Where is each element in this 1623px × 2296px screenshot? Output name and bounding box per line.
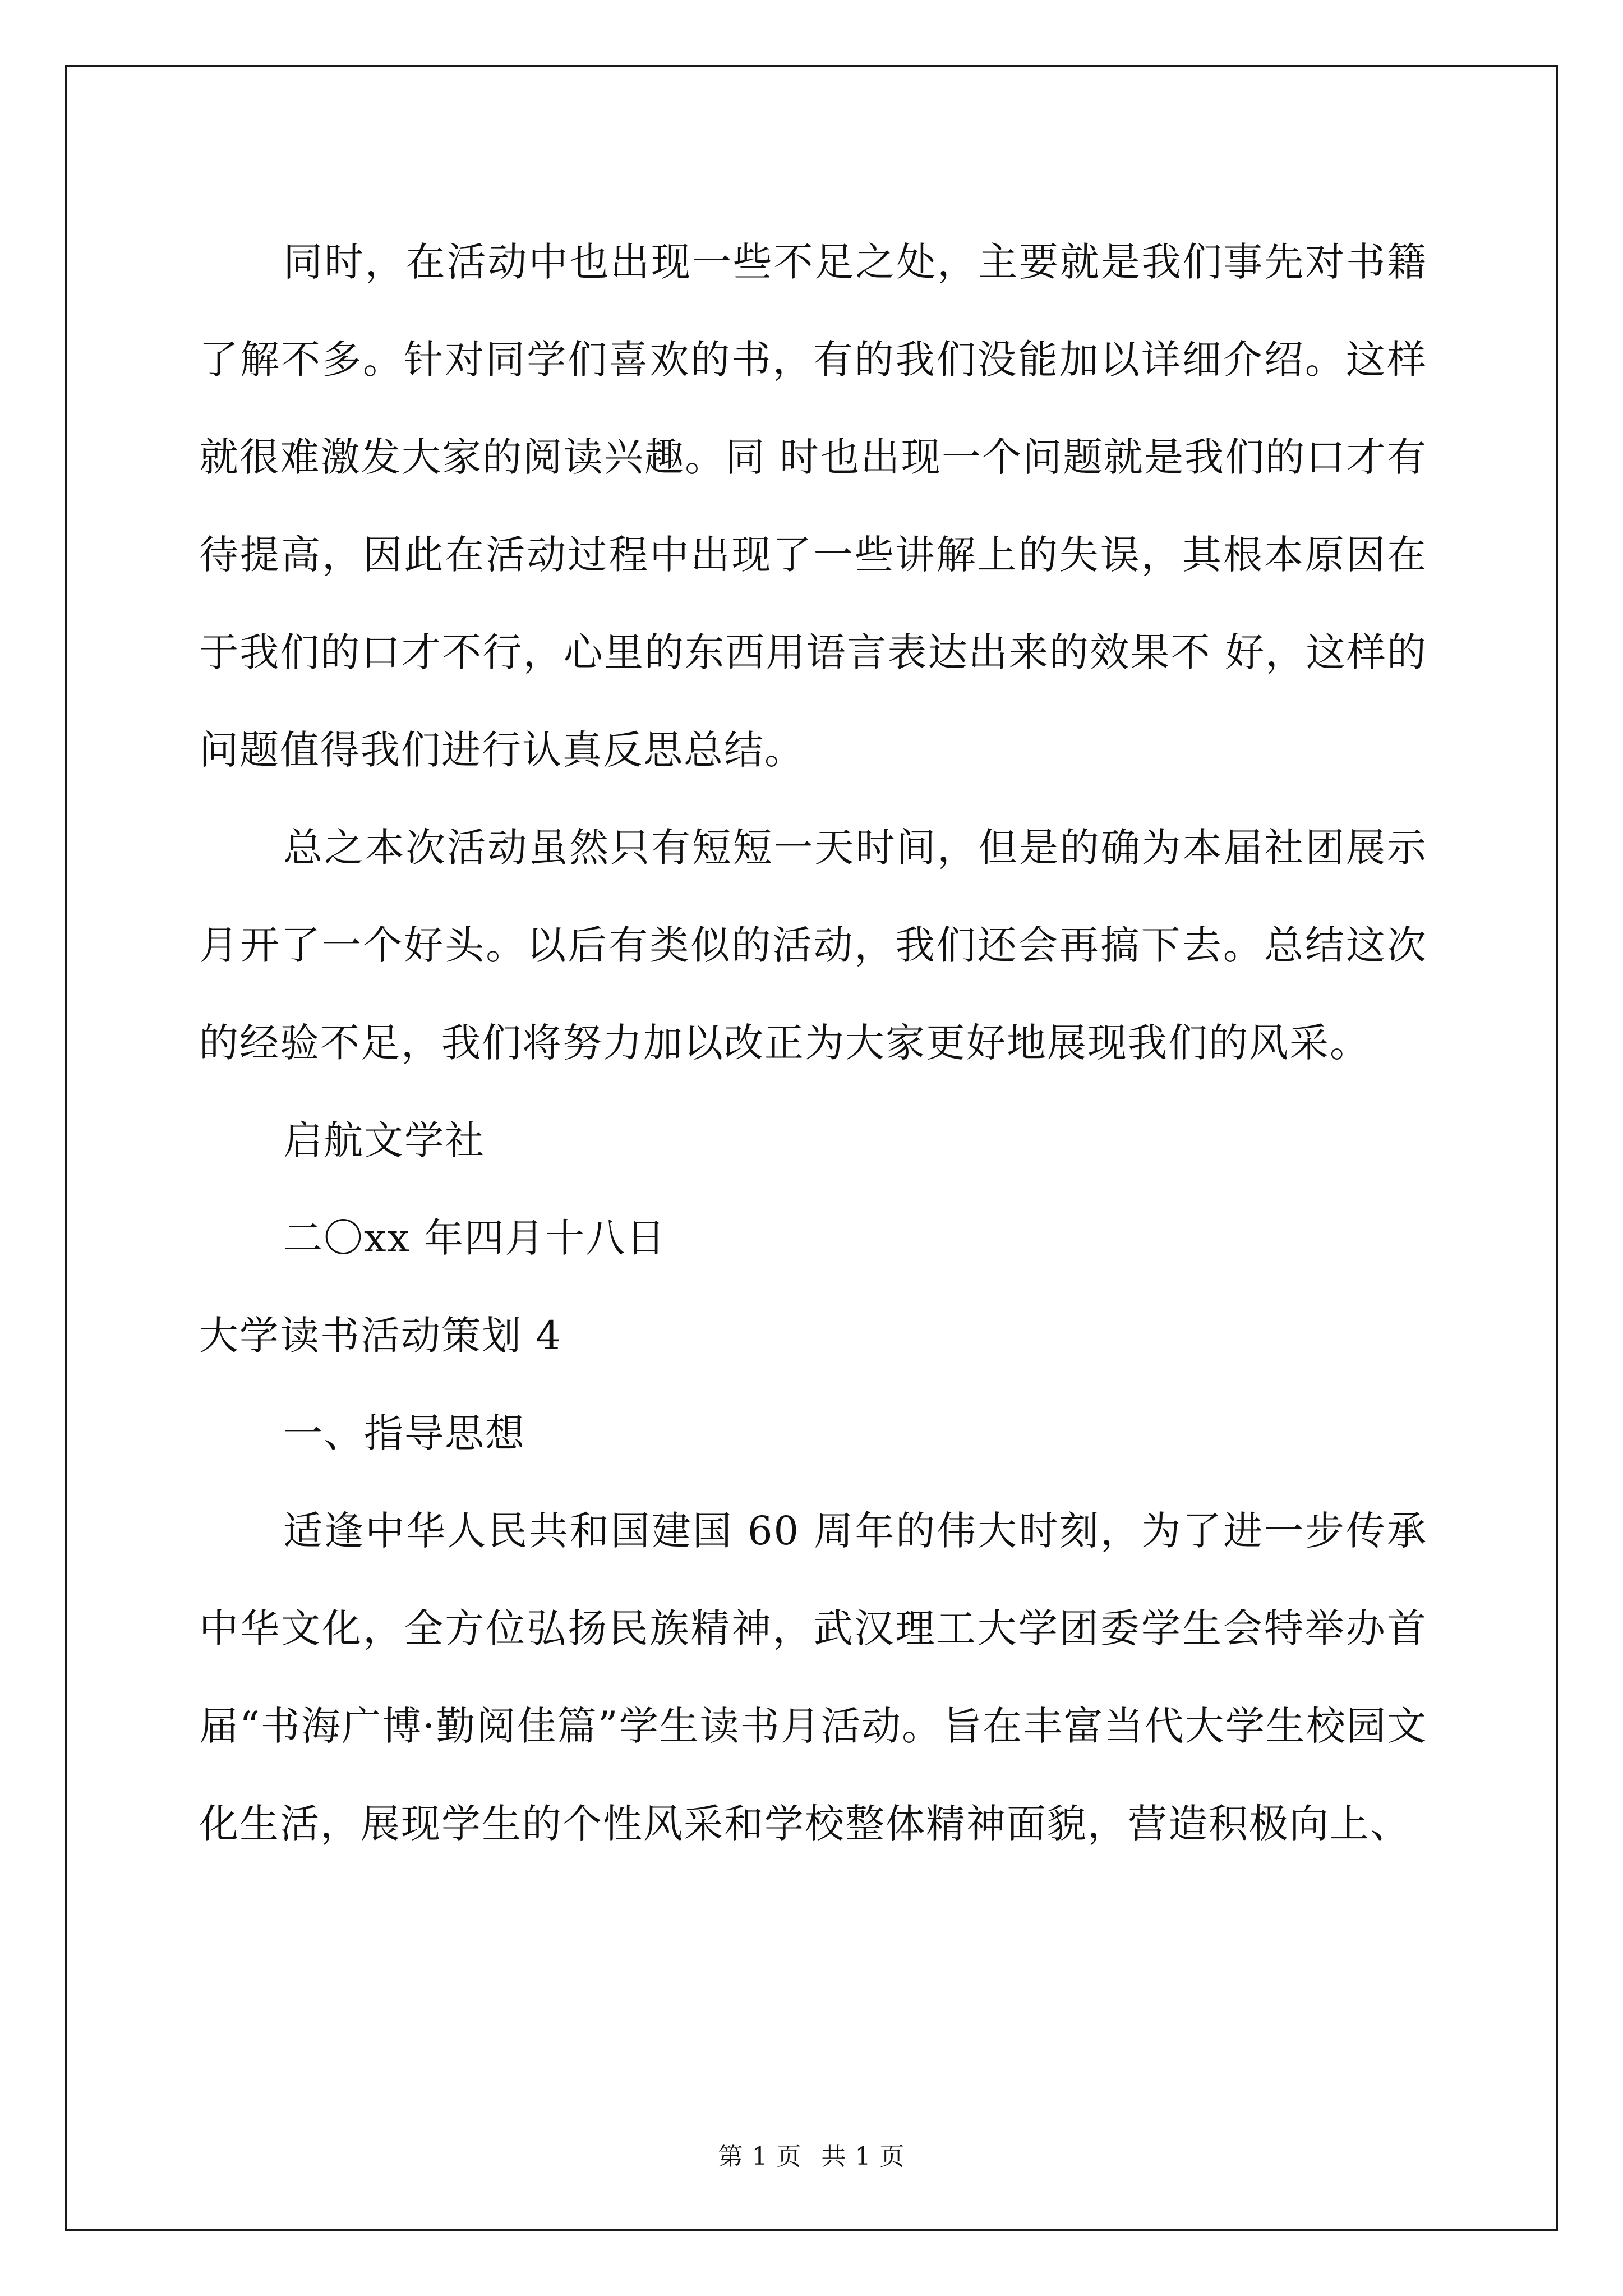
document-body <box>199 213 1427 1872</box>
paragraph-conclusion: 总之本次活动虽然只有短短一天时间，但是的确为本届社团展示月开了一个好头。以后有类似的活动，我们还会再搞下去。总结这次的经验不足，我们将努力加以改正为大家更好地展现我们的风采。 <box>199 825 1427 1066</box>
signature-organization: 启航文学社 <box>283 1117 485 1163</box>
paragraph-guiding-idea: 适逢中华人民共和国建国 60 周年的伟大时刻，为了进一步传承中华文化，全方位弘扬民族精神，武汉理工大学团委学生会特举办首届“书海广博·勤阅佳篇”学生读书月活动。旨在丰富当代大学生校园文化生活，展现学生的个性风采和学校整体精神面貌，营造积极向上、 <box>199 1508 1427 1847</box>
signature-date: 二〇xx 年四月十八日 <box>283 1215 667 1261</box>
paragraph-shortcomings: 同时，在活动中也出现一些不足之处，主要就是我们事先对书籍了解不多。针对同学们喜欢的书，有的我们没能加以详细介绍。这样就很难激发大家的阅读兴趣。同 时也出现一个问题就是我们的口才有待提高，因此在活动过程中出现了一些讲解上的失误，其根本原因在于我们的口才不行，心里的东西用语言表达出来的效果不 好，这样的问题值得我们进行认真反思总结。 <box>199 239 1427 773</box>
page-footer <box>0 2140 1623 2174</box>
page-number: 第 1 页 <box>718 2142 802 2171</box>
subsection-heading: 一、指导思想 <box>283 1410 525 1456</box>
section-title: 大学读书活动策划 4 <box>199 1313 562 1359</box>
page-total: 共 1 页 <box>821 2142 905 2171</box>
